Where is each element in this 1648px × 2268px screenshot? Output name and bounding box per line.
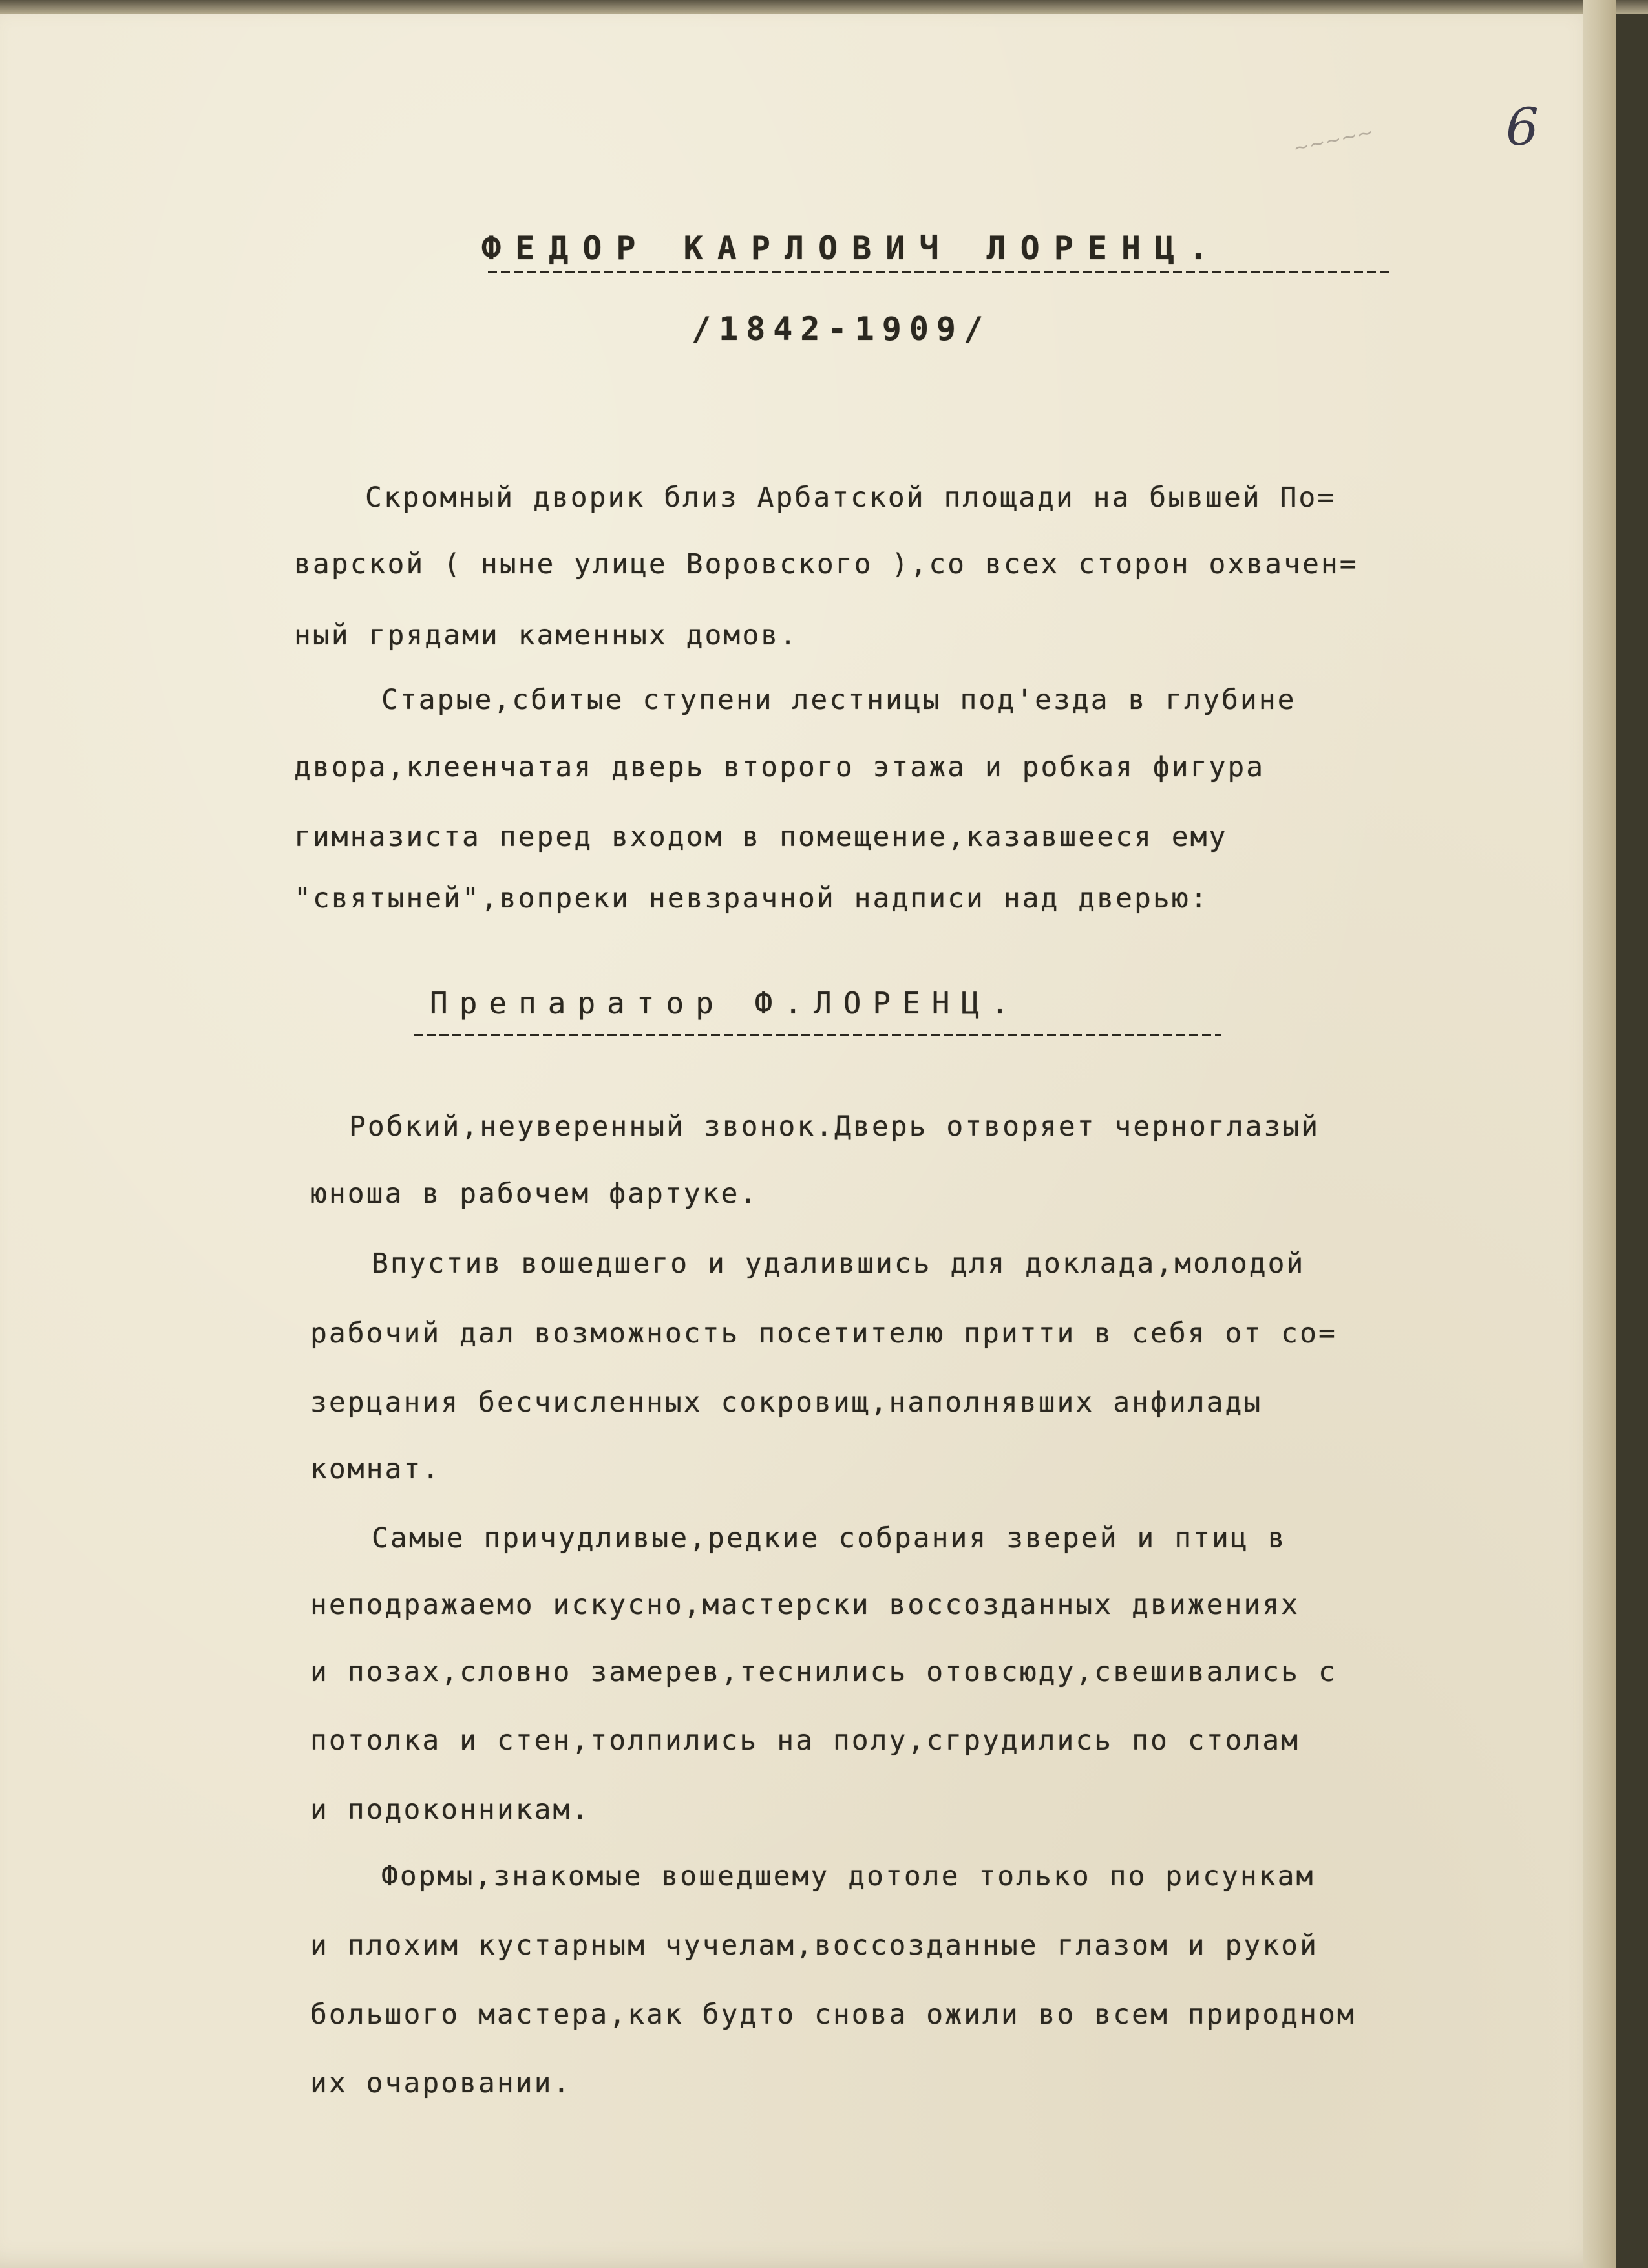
sign-underline — [414, 1034, 1221, 1036]
paragraph-2-line-1: Старые,сбитые ступени лестницы под'езда в глубине — [381, 684, 1296, 716]
page-top-edge — [0, 0, 1648, 14]
paragraph-4-line-4: комнат. — [310, 1453, 441, 1485]
document-dates: /1842-1909/ — [692, 310, 991, 348]
paragraph-4-line-2: рабочий дал возможность посетителю притти в себя от со= — [310, 1317, 1337, 1350]
paragraph-3-line-2: юноша в рабочем фартуке. — [310, 1178, 759, 1210]
paragraph-5-line-2: неподражаемо искусно,мастерски воссозданных движениях — [310, 1589, 1300, 1621]
paragraph-5-line-1: Самые причудливые,редкие собрания зверей и птиц в — [372, 1522, 1287, 1554]
pencil-mark: ~~~~~ — [1291, 121, 1375, 160]
paragraph-6-line-1: Формы,знакомые вошедшему дотоле только по рисункам — [381, 1860, 1315, 1892]
paragraph-6-line-4: их очаровании. — [310, 2067, 572, 2099]
page-right-edge — [1583, 0, 1616, 2268]
title-underline — [488, 271, 1393, 273]
paragraph-2-line-4: "святыней",вопреки невзрачной надписи над дверью: — [294, 882, 1209, 915]
document-title: ФЕДОР КАРЛОВИЧ ЛОРЕНЦ. — [481, 229, 1223, 267]
paragraph-1-line-2: варской ( ныне улице Воровского ),со всех сторон охвачен= — [294, 548, 1358, 580]
paragraph-2-line-2: двора,клеенчатая дверь второго этажа и робкая фигура — [294, 751, 1265, 783]
paragraph-5-line-3: и позах,словно замерев,теснились отовсюду,свешивались с — [310, 1656, 1337, 1688]
page-number: 6 — [1506, 97, 1539, 157]
paragraph-6-line-2: и плохим кустарным чучелам,воссозданные глазом и рукой — [310, 1929, 1318, 1962]
paragraph-5-line-4: потолка и стен,толпились на полу,сгрудились по столам — [310, 1724, 1300, 1757]
paragraph-3-line-1: Робкий,неуверенный звонок.Дверь отворяет черноглазый — [349, 1110, 1320, 1143]
paragraph-1-line-1: Скромный дворик близ Арбатской площади на бывшей По= — [365, 482, 1336, 514]
paragraph-4-line-1: Впустив вошедшего и удалившись для доклада,молодой — [372, 1247, 1305, 1280]
paragraph-6-line-3: большого мастера,как будто снова ожили во всем природном — [310, 1998, 1356, 2031]
paragraph-5-line-5: и подоконникам. — [310, 1794, 591, 1826]
paragraph-2-line-3: гимназиста перед входом в помещение,казавшееся ему — [294, 821, 1228, 853]
paragraph-1-line-3: ный грядами каменных домов. — [294, 619, 798, 652]
paragraph-4-line-3: зерцания бесчисленных сокровищ,наполнявших анфилады — [310, 1386, 1263, 1419]
sign-text: Препаратор Ф.ЛОРЕНЦ. — [430, 986, 1020, 1021]
